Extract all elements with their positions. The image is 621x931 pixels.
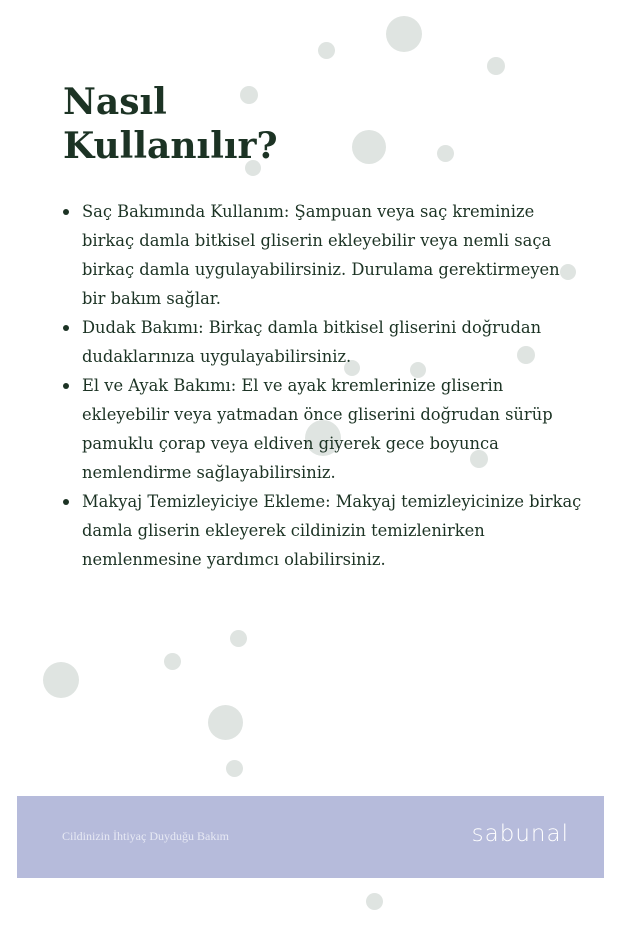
- usage-item-makeup-remover: Makyaj Temizleyiciye Ekleme: Makyaj temizleyicinize birkaç damla gliserin ekleyerek cildinizin temizlenirken nemlenmesine yardımcı olabilirsiniz.: [63, 487, 583, 574]
- decorative-dot: [366, 893, 383, 910]
- decorative-dot: [208, 705, 243, 740]
- usage-item-hair-care: Saç Bakımında Kullanım: Şampuan veya saç kreminize birkaç damla bitkisel gliserin ekleyebilir veya nemli saça birkaç damla uygulayabilirsiniz. Durulama gerektirmeyen bir bakım sağlar.: [63, 197, 583, 313]
- decorative-dot: [437, 145, 454, 162]
- usage-item-hand-foot-care: El ve Ayak Bakımı: El ve ayak kremlerinize gliserin ekleyebilir veya yatmadan önce gliserini doğrudan sürüp pamuklu çorap veya eldiven giyerek gece boyunca nemlendirme sağlayabilirsiniz.: [63, 371, 583, 487]
- decorative-dot: [487, 57, 505, 75]
- usage-list: [63, 197, 583, 574]
- decorative-dot: [386, 16, 422, 52]
- brand-logo: sabunal: [471, 821, 569, 847]
- page-title: [63, 80, 278, 168]
- footer-tagline: Cildinizin İhtiyaç Duyduğu Bakım: [62, 829, 229, 843]
- usage-item-lip-care: Dudak Bakımı: Birkaç damla bitkisel gliserini doğrudan dudaklarınıza uygulayabilirsiniz.: [63, 313, 583, 371]
- decorative-dot: [43, 662, 79, 698]
- decorative-dot: [230, 630, 247, 647]
- decorative-dot: [226, 760, 243, 777]
- decorative-dot: [318, 42, 335, 59]
- decorative-dot: [352, 130, 386, 164]
- page-title-line-1: Nasıl: [63, 81, 167, 123]
- decorative-dot: [164, 653, 181, 670]
- footer-banner: [17, 796, 604, 878]
- page-title-line-2: Kullanılır?: [63, 125, 278, 167]
